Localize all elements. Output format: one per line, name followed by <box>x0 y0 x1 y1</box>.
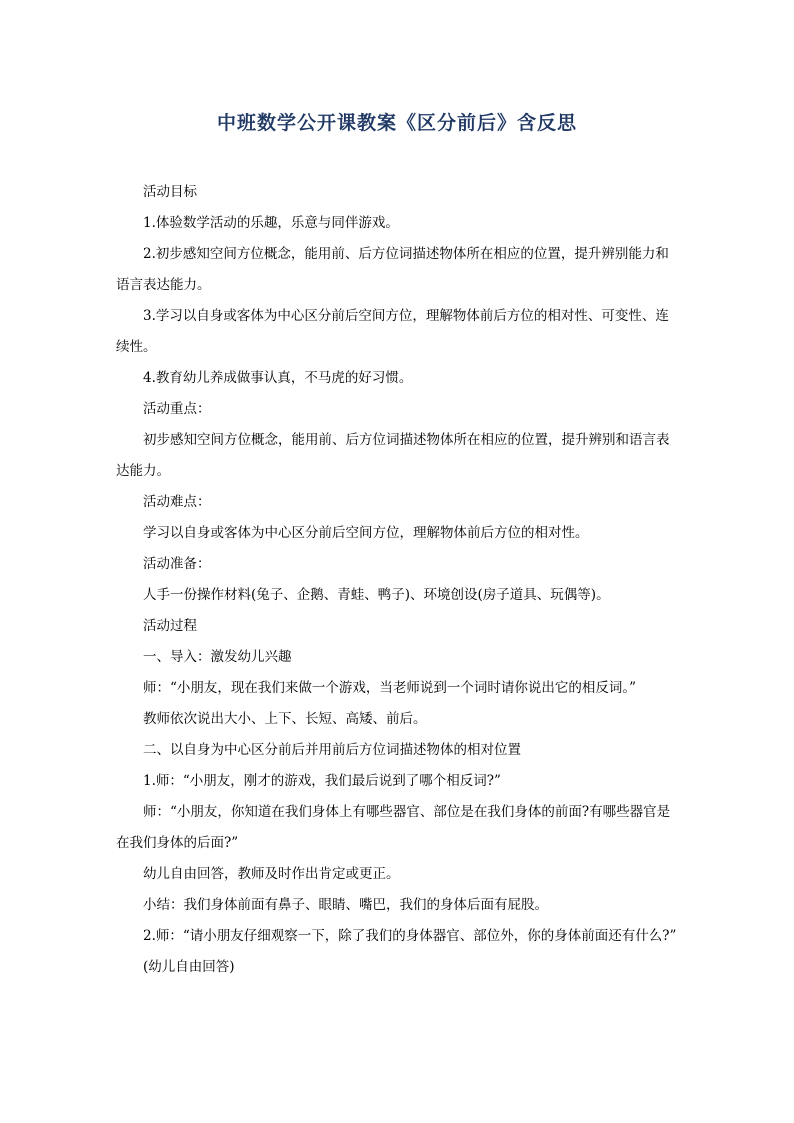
difficulties-text: 学习以自身或客体为中心区分前后空间方位，理解物体前后方位的相对性。 <box>143 525 589 541</box>
process-paragraph: 师：“小朋友，你知道在我们身体上有哪些器官、部位是在我们身体的前面?有哪些器官是在我们身体的后面?” <box>116 804 671 851</box>
goal-item-2: 2.初步感知空间方位概念，能用前、后方位词描述物体所在相应的位置，提升辨别能力和语言表达能力。 <box>116 246 669 293</box>
section-heading-key-points: 活动重点： <box>143 401 211 417</box>
goal-item-3: 3.学习以自身或客体为中心区分前后空间方位，理解物体前后方位的相对性、可变性、连续性。 <box>116 308 669 355</box>
process-step-1-heading: 一、导入：激发幼儿兴趣 <box>143 649 292 665</box>
preparation-text: 人手一份操作材料(兔子、企鹅、青蛙、鸭子)、环境创设(房子道具、玩偶等)。 <box>143 587 610 603</box>
document-body <box>116 177 682 983</box>
section-heading-difficulties: 活动难点： <box>143 494 211 510</box>
key-points-text: 初步感知空间方位概念，能用前、后方位词描述物体所在相应的位置，提升辨别和语言表达能力。 <box>116 432 670 479</box>
goal-item-4: 4.教育幼儿养成做事认真，不马虎的好习惯。 <box>143 370 413 386</box>
process-paragraph: 2.师：“请小朋友仔细观察一下，除了我们的身体器官、部位外，你的身体前面还有什么?” <box>143 928 677 944</box>
process-step-2-heading: 二、以自身为中心区分前后并用前后方位词描述物体的相对位置 <box>143 742 521 758</box>
goal-item-1: 1.体验数学活动的乐趣，乐意与同伴游戏。 <box>143 215 399 231</box>
process-paragraph: 1.师：“小朋友，刚才的游戏，我们最后说到了哪个相反词?” <box>143 773 501 789</box>
document-title: 中班数学公开课教案《区分前后》含反思 <box>216 112 577 134</box>
process-paragraph: 幼儿自由回答，教师及时作出肯定或更正。 <box>143 866 400 882</box>
section-heading-goals: 活动目标 <box>143 184 197 200</box>
section-heading-preparation: 活动准备： <box>143 556 211 572</box>
section-heading-process: 活动过程 <box>143 618 197 634</box>
process-paragraph: 教师依次说出大小、上下、长短、高矮、前后。 <box>143 711 427 727</box>
process-paragraph: (幼儿自由回答) <box>143 959 235 975</box>
summary-paragraph: 小结：我们身体前面有鼻子、眼睛、嘴巴，我们的身体后面有屁股。 <box>143 897 548 913</box>
process-paragraph: 师：“小朋友，现在我们来做一个游戏，当老师说到一个词时请你说出它的相反词。” <box>143 680 637 696</box>
